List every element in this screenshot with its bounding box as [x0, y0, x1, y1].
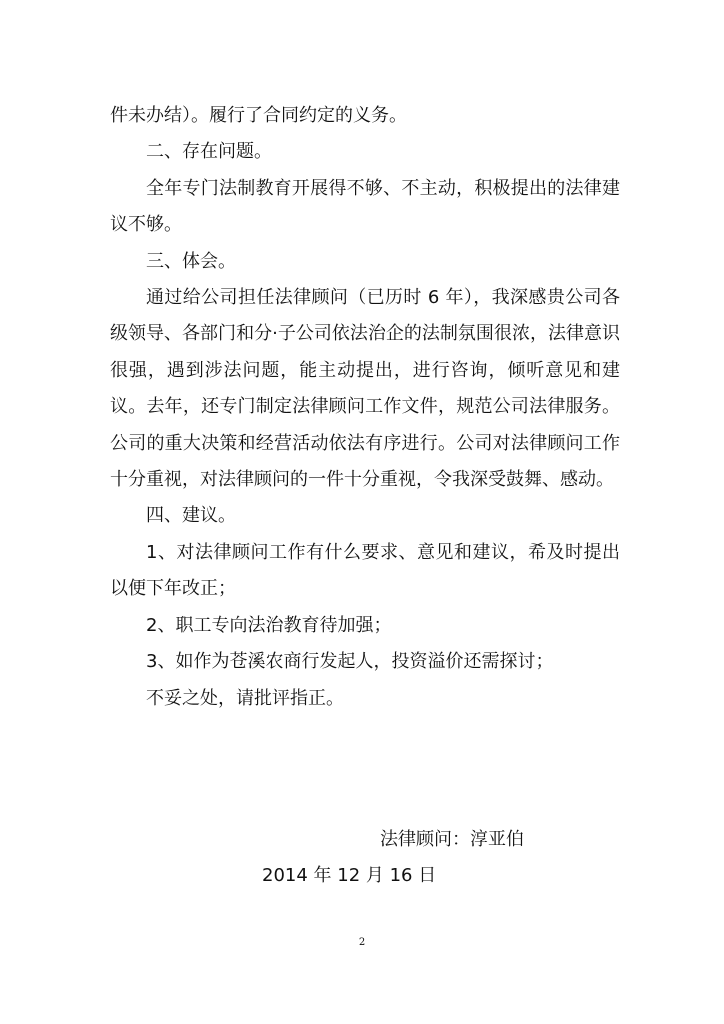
paragraph-continuation: 件未办结）。履行了合同约定的义务。 — [110, 105, 407, 126]
signature-line: 法律顾问：淳亚伯 — [380, 829, 524, 850]
suggestion-item-2: 2、职工专向法治教育待加强； — [146, 614, 392, 636]
section-heading-problems: 二、存在问题。 — [146, 141, 272, 163]
date-line: 2014 年 12 月 16 日 — [262, 865, 437, 886]
suggestion-item-1: 1、对法律顾问工作有什么要求、意见和建议，希及时提出以便下年改正； — [110, 541, 620, 600]
paragraph-experience: 通过给公司担任法律顾问（已历时 6 年），我深感贵公司各级领导、各部门和分·子公司依法治企的法制氛围很浓，法律意识很强，遇到涉法问题，能主动提出，进行咨询，倾听意见和建议。去年，还专门制定法律顾问工作文件，规范公司法律服务。公司的重大决策和经营活动依法有序进行。公司对法律顾问工作十分重视，对法律顾问的一件十分重视，令我深受鼓舞、感动。 — [110, 287, 620, 491]
closing-remark: 不妥之处，请批评指正。 — [146, 687, 344, 709]
page-number: 2 — [358, 937, 366, 948]
paragraph-problems: 全年专门法制教育开展得不够、不主动，积极提出的法律建议不够。 — [110, 177, 620, 236]
suggestion-item-3: 3、如作为苍溪农商行发起人，投资溢价还需探讨； — [146, 651, 554, 673]
section-heading-suggestions: 四、建议。 — [146, 505, 236, 527]
document-body — [110, 98, 620, 717]
section-heading-experience: 三、体会。 — [146, 250, 236, 272]
